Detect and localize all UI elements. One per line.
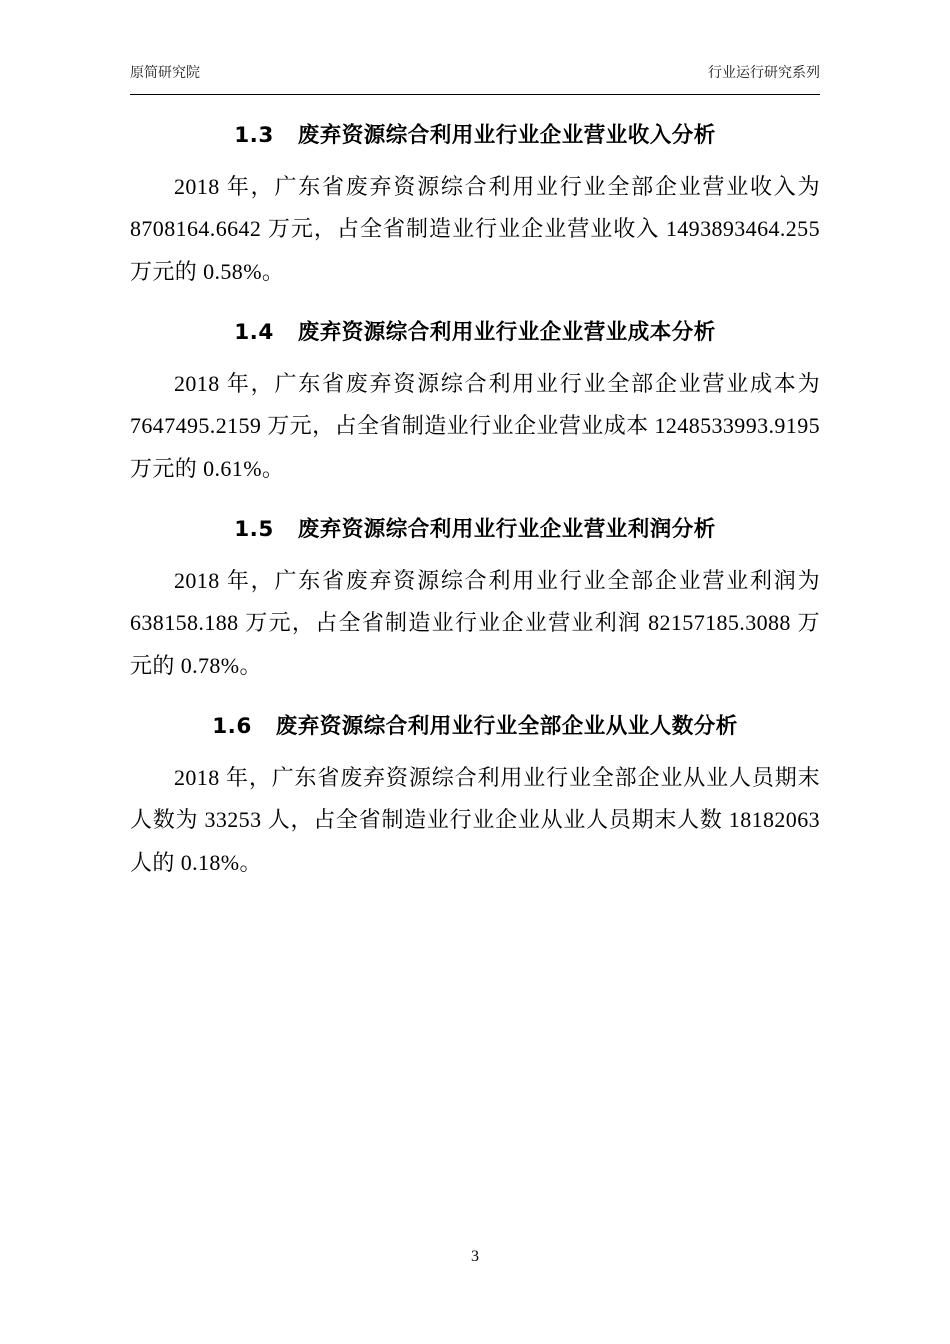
section-heading	[130, 711, 820, 743]
section-number: 1.3	[234, 123, 274, 148]
section-1-4	[130, 317, 820, 490]
section-number: 1.6	[212, 713, 252, 739]
section-1-6	[130, 711, 820, 884]
section-paragraph: 2018 年，广东省废弃资源综合利用业行业全部企业营业收入为 8708164.6642 万元，占全省制造业行业企业营业收入 1493893464.255 万元的 0.58%。	[130, 174, 820, 284]
section-title-text: 废弃资源综合利用业行业企业营业收入分析	[297, 123, 716, 148]
section-paragraph: 2018 年，广东省废弃资源综合利用业行业全部企业营业利润为 638158.188 万元，占全省制造业行业企业营业利润 82157185.3088 万元的 0.78%。	[130, 568, 820, 678]
section-number: 1.4	[234, 319, 274, 345]
section-heading	[130, 317, 820, 349]
section-heading-wrap	[130, 514, 820, 546]
section-heading-wrap	[130, 120, 820, 152]
section-1-5	[130, 514, 820, 687]
page-header	[130, 62, 820, 87]
header-left-text: 原简研究院	[130, 64, 200, 80]
section-paragraph: 2018 年，广东省废弃资源综合利用业行业全部企业从业人员期末人数为 33253 人，占全省制造业行业企业从业人员期末人数 18182063 人的 0.18%。	[130, 765, 820, 875]
section-heading	[130, 514, 820, 546]
section-1-3	[130, 120, 820, 293]
page-number: 3	[471, 1248, 479, 1265]
section-heading-wrap	[130, 711, 820, 743]
section-heading	[130, 120, 820, 152]
header-right-text: 行业运行研究系列	[708, 64, 820, 80]
section-title-text: 废弃资源综合利用业行业全部企业从业人数分析	[275, 713, 738, 739]
section-title-text: 废弃资源综合利用业行业企业营业成本分析	[297, 319, 716, 345]
section-number: 1.5	[234, 516, 274, 542]
section-paragraph: 2018 年，广东省废弃资源综合利用业行业全部企业营业成本为 7647495.2159 万元，占全省制造业行业企业营业成本 1248533993.9195 万元的 0.61%。	[130, 371, 820, 481]
header-divider	[130, 94, 820, 95]
document-body	[130, 120, 820, 890]
section-heading-wrap	[130, 317, 820, 349]
section-title-text: 废弃资源综合利用业行业企业营业利润分析	[297, 516, 716, 542]
